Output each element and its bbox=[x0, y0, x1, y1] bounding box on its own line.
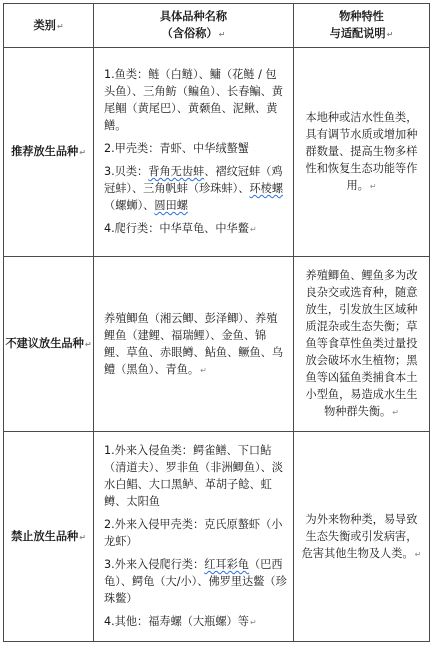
header-category: 类别 bbox=[33, 18, 56, 32]
traits-cell-prohibited: 为外来物种类，易导致生态失衡或引发病害，危害其他生物及人类。↵ bbox=[294, 432, 430, 642]
spellcheck-underlined-term: 环棱螺 bbox=[249, 182, 284, 195]
table-row bbox=[4, 48, 430, 257]
species-names-cell-not-recommended bbox=[94, 257, 294, 432]
spellcheck-underlined-term: 圆田螺 bbox=[154, 199, 188, 212]
species-group-fish: 1.鱼类：鲢（白鲢）、鳙（花鲢 / 包头鱼）、三角鲂（鳊鱼）、长春鳊、黄尾鲴（黄尾巴）、黄颡鱼、泥鳅、黄鳝。 bbox=[104, 68, 283, 132]
species-group-invasive-fish: 1.外来入侵鱼类：鳄雀鳝、下口鲇（清道夫）、罗非鱼（非洲鲫鱼）、淡水白鲳、大口黑鲈、革胡子鲶、虹鳟、太阳鱼 bbox=[104, 444, 283, 508]
header-category-cell: 类别↵ bbox=[4, 4, 94, 48]
spellcheck-underlined-term: 红耳彩龟 bbox=[204, 558, 249, 571]
table-header-row bbox=[4, 4, 430, 48]
species-group-other: 4.其他：福寿螺（大瓶螺）等↵ bbox=[104, 615, 257, 628]
spellcheck-underlined-term: 背角无齿蚌 bbox=[148, 165, 205, 178]
release-species-table bbox=[3, 3, 430, 642]
species-group-invasive-reptiles: 3.外来入侵爬行类：红耳彩龟（巴西龟）、鳄龟（大/小）、佛罗里达鳖（珍珠鳖） bbox=[104, 558, 287, 605]
species-group-reptiles: 4.爬行类：中华草龟、中华鳖↵ bbox=[104, 222, 257, 235]
traits-cell-not-recommended: 养殖鲫鱼、鲤鱼多为改良杂交或选育种，随意放生，引发放生区域种质混杂或生态失衡；草鱼等食草性鱼类过量投放会破坏水生植物；黑鱼等凶猛鱼类捕食本土小型鱼，易造成水生生物种群失衡。↵ bbox=[294, 257, 430, 432]
category-cell-prohibited: 禁止放生品种↵ bbox=[4, 432, 94, 642]
species-group-shellfish: 3.贝类：背角无齿蚌、褶纹冠蚌（鸡冠蚌）、三角帆蚌（珍珠蚌）、环棱螺（螺蛳）、圆田螺 bbox=[104, 165, 284, 212]
header-names-cell: 具体品种名称 （含俗称）↵ bbox=[94, 4, 294, 48]
traits-cell-recommended: 本地种或洁水性鱼类，具有调节水质或增加种群数量、提高生物多样性和恢复生态功能等作用。↵ bbox=[294, 48, 430, 257]
species-group-invasive-crustaceans: 2.外来入侵甲壳类：克氏原螯虾（小龙虾） bbox=[104, 518, 283, 548]
category-cell-not-recommended: 不建议放生品种↵ bbox=[4, 257, 94, 432]
species-names-cell-recommended bbox=[94, 48, 294, 257]
header-traits-line2: 与适配说明 bbox=[329, 27, 386, 40]
category-cell-recommended: 推荐放生品种↵ bbox=[4, 48, 94, 257]
species-group-crustaceans: 2.甲壳类：青虾、中华绒螯蟹 bbox=[104, 142, 249, 155]
header-traits-line1: 物种特性 bbox=[339, 10, 384, 23]
species-group-farmed-fish: 养殖鲫鱼（湘云鲫、彭泽鲫）、养殖鲤鱼（建鲤、福瑞鲤）、金鱼、锦鲤、草鱼、赤眼鳟、鲇鱼、鳜鱼、乌鳢（黑鱼）、青鱼。↵ bbox=[104, 311, 284, 376]
table-row bbox=[4, 432, 430, 642]
header-names-line2: （含俗称） bbox=[161, 27, 218, 40]
header-names-line1: 具体品种名称 bbox=[159, 10, 228, 23]
table-row bbox=[4, 257, 430, 432]
species-names-cell-prohibited bbox=[94, 432, 294, 642]
header-traits-cell: 物种特性 与适配说明↵ bbox=[294, 4, 430, 48]
